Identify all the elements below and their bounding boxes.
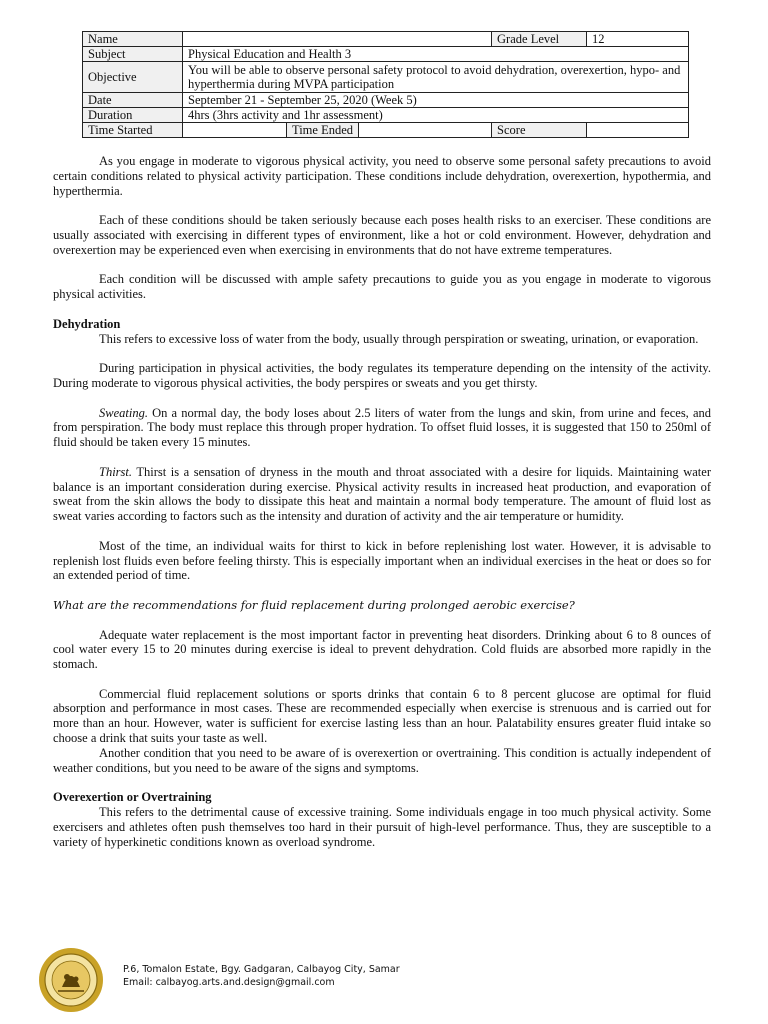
paragraph-thirst <box>53 465 711 524</box>
date-value: September 21 - September 25, 2020 (Week 5) <box>183 93 689 108</box>
time-ended-field[interactable] <box>359 123 492 138</box>
paragraph-text: On a normal day, the body loses about 2.5 liters of water from the lungs and skin, from urine and feces, and from perspiration. The body must replace this through proper hydration. To offset fluid losses, it is suggested that 150 to 250ml of fluid should be taken every 15 minutes. <box>53 405 711 450</box>
guide-question: What are the recommendations for fluid replacement during prolonged aerobic exercise? <box>53 597 575 612</box>
paragraph: Each of these conditions should be taken seriously because each poses health risks to an exerciser. These conditions are usually associated with exercising in different types of environment, like a hot or cold environment. However, dehydration and overexertion may be experienced even when exercising in environments that do not have extreme temperatures. <box>53 213 711 257</box>
grade-level-value: 12 <box>587 32 689 47</box>
name-field[interactable] <box>183 32 492 47</box>
grade-level-label: Grade Level <box>492 32 587 47</box>
document-body <box>53 154 711 864</box>
section-heading-overexertion: Overexertion or Overtraining <box>53 790 212 805</box>
time-started-label: Time Started <box>83 123 183 138</box>
paragraph: Each condition will be discussed with ample safety precautions to guide you as you engage in moderate to vigorous physical activities. <box>53 272 711 302</box>
paragraph: Another condition that you need to be aware of is overexertion or overtraining. This condition is actually independent of weather conditions, but you need to be aware of the signs and symptoms. <box>53 745 711 775</box>
footer-contact <box>123 963 400 989</box>
paragraph-sweating <box>53 406 711 450</box>
footer-address: P.6, Tomalon Estate, Bgy. Gadgaran, Calbayog City, Samar <box>123 964 400 975</box>
paragraph: Adequate water replacement is the most important factor in preventing heat disorders. Drinking about 6 to 8 ounces of cool water every 15 to 20 minutes during exercise is ideal to prevent dehydration. Cold fluids are absorbed more rapidly in the stomach. <box>53 627 711 672</box>
lead-term: Thirst. <box>99 464 133 479</box>
duration-label: Duration <box>83 108 183 123</box>
footer-email: Email: calbayog.arts.and.design@gmail.com <box>123 977 335 988</box>
score-field[interactable] <box>587 123 689 138</box>
subject-value: Physical Education and Health 3 <box>183 47 689 62</box>
paragraph: This refers to excessive loss of water from the body, usually through perspiration or sweating, urination, or evaporation. <box>99 331 699 346</box>
paragraph-text: Thirst is a sensation of dryness in the mouth and throat associated with a desire for liquids. Maintaining water balance is an important consideration during exercise. Physical activity results in increased heat production, and evaporation of sweat from the skin allows the body to dissipate this heat and maintain a normal body temperature. The amount of fluid lost as sweat varies according to factors such as the intensity and duration of activity and the air temperature or humidity. <box>53 464 711 524</box>
name-label: Name <box>83 32 183 47</box>
page-footer <box>0 945 768 1015</box>
objective-value: You will be able to observe personal safety protocol to avoid dehydration, overexertion, hypo- and hyperthermia during MVPA participation <box>183 62 689 93</box>
time-started-field[interactable] <box>183 123 287 138</box>
duration-value: 4hrs (3hrs activity and 1hr assessment) <box>183 108 689 123</box>
time-ended-label: Time Ended <box>287 123 359 138</box>
objective-label: Objective <box>83 62 183 93</box>
paragraph: As you engage in moderate to vigorous physical activity, you need to observe some personal safety precautions to avoid certain conditions related to physical activity participation. These conditions include dehydration, overexertion, hypothermia, and hyperthermia. <box>53 154 711 198</box>
lesson-info-table <box>82 31 689 138</box>
lead-term: Sweating. <box>99 405 148 420</box>
paragraph: Commercial fluid replacement solutions or sports drinks that contain 6 to 8 percent glucose are optimal for fluid absorption and performance in most cases. These are recommended especially when exercise is strenuous and is carried out for more than an hour. However, water is sufficient for exercise lasting less than an hour. Palatability ensures greater fluid intake so choose a drink that suits your taste as well. <box>53 686 711 746</box>
school-seal-icon <box>38 947 104 1013</box>
subject-label: Subject <box>83 47 183 62</box>
date-label: Date <box>83 93 183 108</box>
paragraph: During participation in physical activities, the body regulates its temperature depending on the intensity of the activity. During moderate to vigorous physical activities, the body perspires or sweats and you get thirsty. <box>53 361 711 390</box>
section-heading-dehydration: Dehydration <box>53 316 121 331</box>
score-label: Score <box>492 123 587 138</box>
paragraph: Most of the time, an individual waits for thirst to kick in before replenishing lost water. However, it is advisable to replenish lost fluids even before feeling thirsty. This is especially important when an individual exercises in the heat or does so for an extended period of time. <box>53 538 711 583</box>
paragraph: This refers to the detrimental cause of excessive training. Some individuals engage in too much physical activity. Some exercisers and athletes often push themselves too hard in their pursuit of high-level performance. Thus, they are susceptible to a variety of hyperkinetic conditions known as overload syndrome. <box>53 805 711 849</box>
